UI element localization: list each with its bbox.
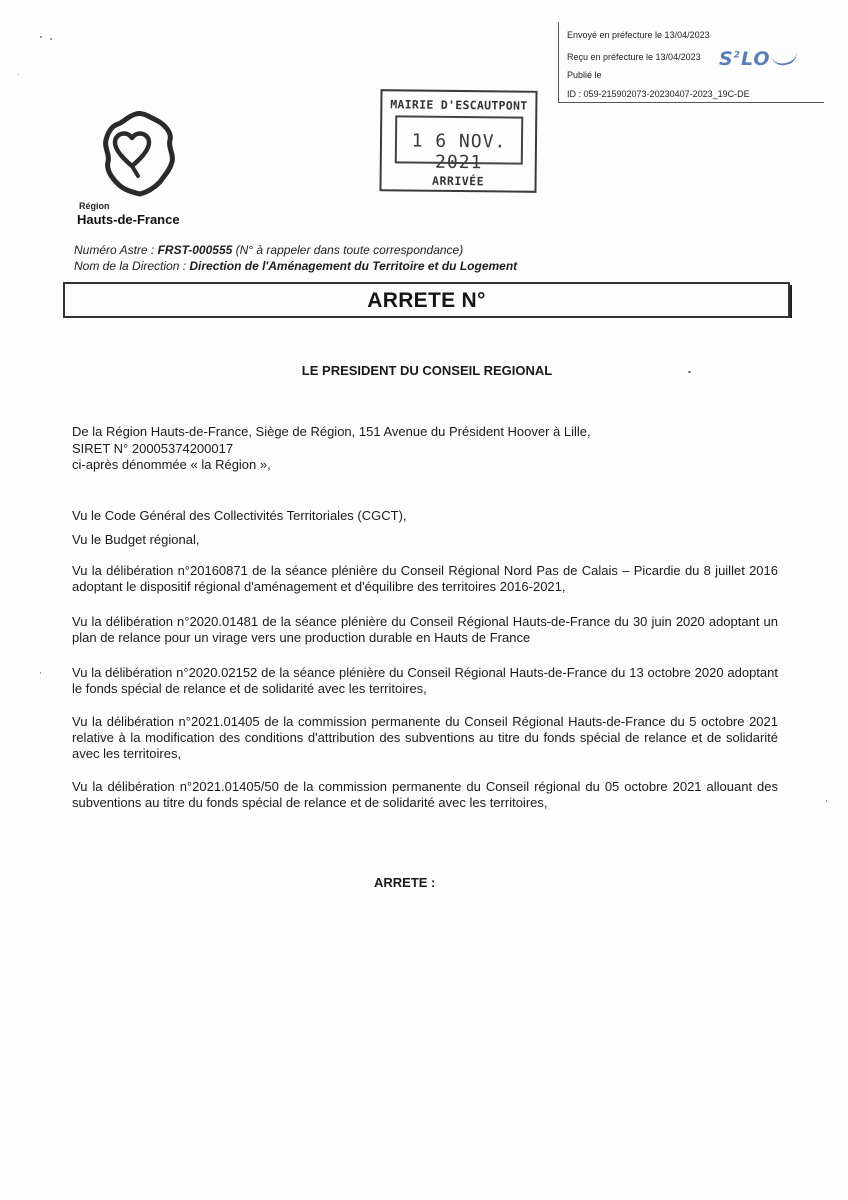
deliberation-paragraph: Vu la délibération n°2020.02152 de la séance plénière du Conseil Régional Hauts-de-France du 13 octobre 2020 adoptant le fonds spécial de relance et de solidarité avec les territoires, <box>72 665 778 696</box>
scan-speck <box>40 36 42 38</box>
france-map-heart-icon <box>98 110 178 198</box>
deliberation-paragraph: Vu la délibération n°2021.01405/50 de la commission permanente du Conseil régional du 05 octobre 2021 allouant des subventions au titre du fonds spécial de relance et de solidarité avec les territoires, <box>72 779 778 810</box>
act-id: ID : 059-215902073-20230407-2023_19C-DE <box>567 89 750 99</box>
prefecture-stamp <box>558 22 824 103</box>
published-label: Publié le <box>567 70 602 80</box>
direction-label: Nom de la Direction : <box>74 259 190 273</box>
logo-region-name: Hauts-de-France <box>77 212 180 227</box>
astre-note: (N° à rappeler dans toute correspondance) <box>232 243 464 257</box>
intro-line-3: ci-après dénommée « la Région », <box>72 457 271 472</box>
vu-line-cgct: Vu le Code Général des Collectivités Territoriales (CGCT), <box>72 508 407 523</box>
mairie-stamp-date: 1 6 NOV. 2021 <box>411 130 507 174</box>
deliberation-paragraph: Vu la délibération n°20160871 de la séance plénière du Conseil Régional Nord Pas de Calais – Picardie du 8 juillet 2016 adoptant le dispositif régional d'aménagement et d'équilibre des territoires 2016-2021, <box>72 563 778 594</box>
intro-line-2: SIRET N° 20005374200017 <box>72 441 234 456</box>
scan-speck <box>688 371 691 373</box>
mairie-date-box <box>395 115 523 174</box>
mairie-stamp <box>379 89 537 193</box>
logo-region-label: Région <box>79 201 110 211</box>
vu-line-budget: Vu le Budget régional, <box>72 532 200 547</box>
astre-label: Numéro Astre : <box>74 243 158 257</box>
direction-line <box>74 259 517 273</box>
arrete-heading: ARRETE : <box>374 875 436 890</box>
title-box <box>63 282 790 318</box>
scan-speck <box>40 672 41 674</box>
sent-date: Envoyé en préfecture le 13/04/2023 <box>567 30 710 40</box>
deliberation-paragraph: Vu la délibération n°2021.01405 de la commission permanente du Conseil Régional Hauts-de-France du 5 octobre 2021 relative à la modification des conditions d'attribution des subventions au titre du fonds spécial de relance et de solidarité avec les territoires, <box>72 714 778 761</box>
astre-number-line <box>74 243 463 257</box>
deliberation-paragraph: Vu la délibération n°2020.01481 de la séance plénière du Conseil Régional Hauts-de-France du 30 juin 2020 adoptant un plan de relance pour un virage vers une production durable en Hauts de France <box>72 614 778 645</box>
scan-speck <box>50 38 52 40</box>
scan-speck <box>18 74 19 75</box>
scan-speck <box>826 800 827 802</box>
document-title: ARRETE N° <box>367 289 486 312</box>
president-heading: LE PRESIDENT DU CONSEIL REGIONAL <box>301 363 553 378</box>
intro-line-1: De la Région Hauts-de-France, Siège de Région, 151 Avenue du Président Hoover à Lille, <box>72 424 591 439</box>
received-date: Reçu en préfecture le 13/04/2023 <box>567 52 701 62</box>
mairie-stamp-title: MAIRIE D'ESCAUTPONT <box>390 97 528 113</box>
direction-value: Direction de l'Aménagement du Territoire et du Logement <box>189 259 518 273</box>
s2lo-signature: $S^2LO$ <box>719 48 798 70</box>
astre-value: FRST-000555 <box>157 243 233 257</box>
mairie-stamp-status: ARRIVÉE <box>432 173 485 189</box>
